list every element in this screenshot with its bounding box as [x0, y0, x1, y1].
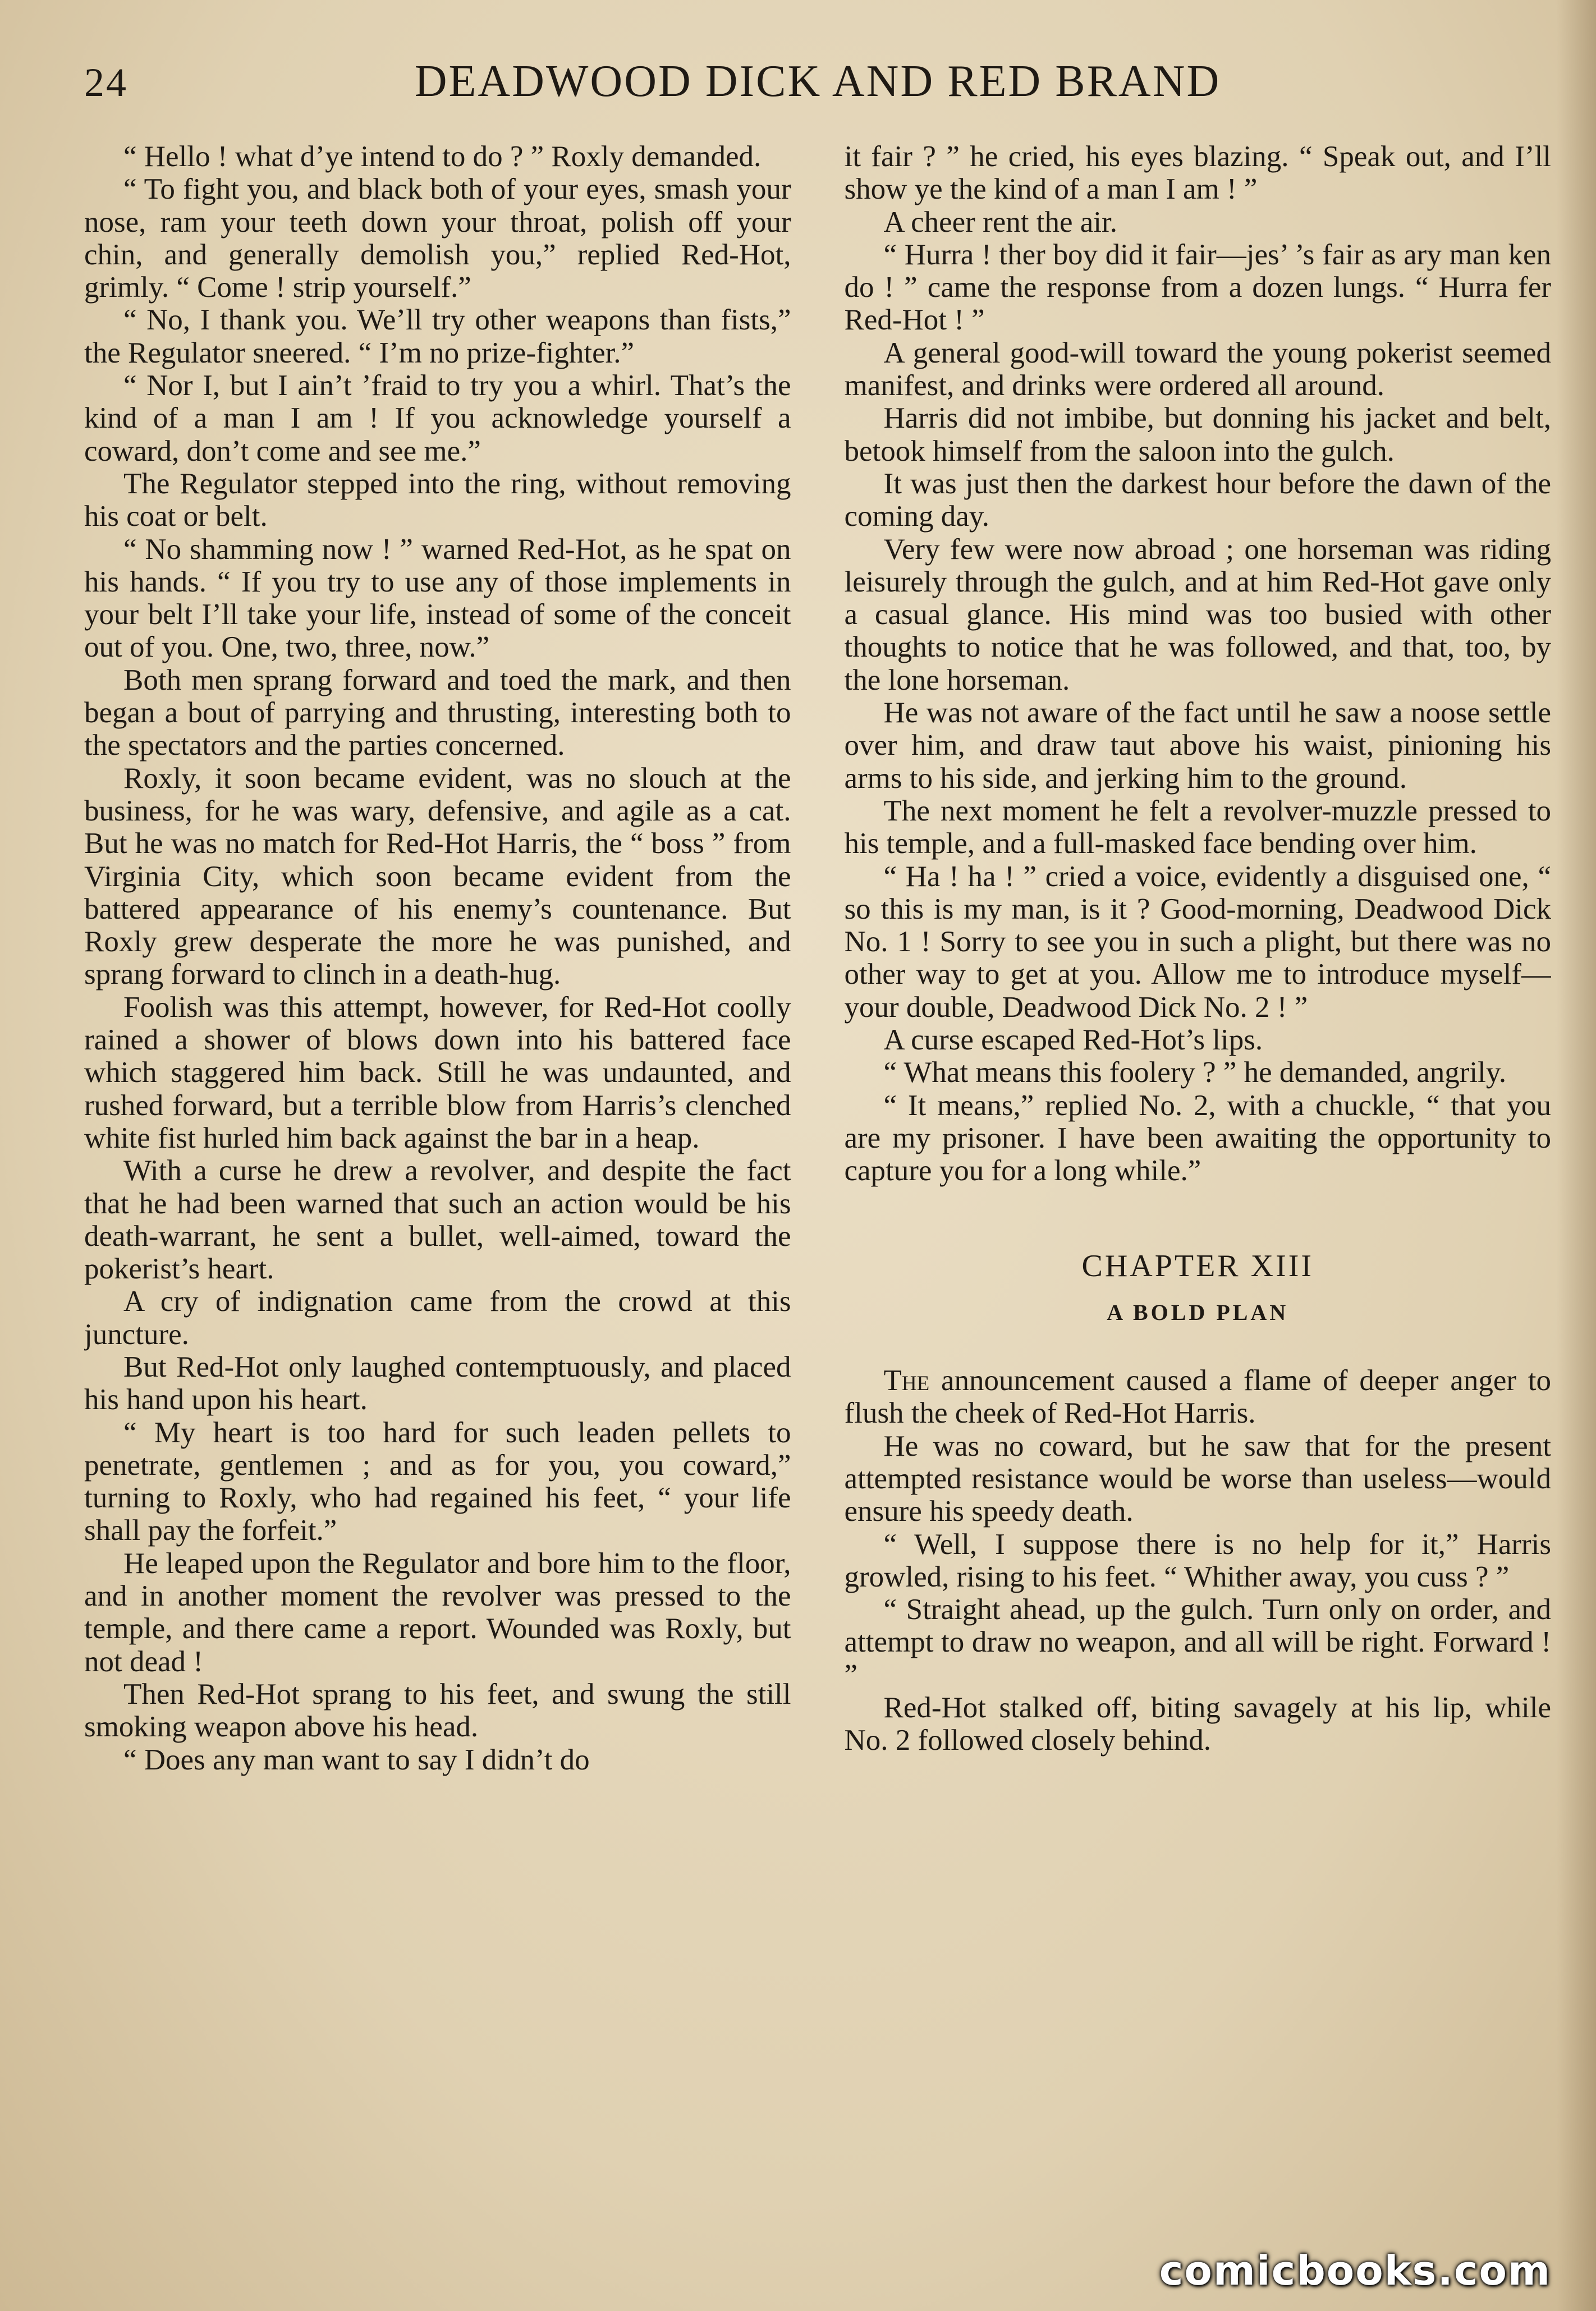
paragraph: “ No, I thank you. We’ll try other weapons than fists,” the Regulator sneered. “ I’m no prize-fighter.”	[84, 304, 791, 369]
paragraph: A cheer rent the air.	[883, 205, 1117, 239]
paragraph: Roxly, it soon became evident, was no slouch at the business, for he was wary, defensive, and agile as a cat. But he was no match for Red-Hot Harris, the “ boss ” from Virginia City, which soon became evident from the battered appearance of his enemy’s countenance. But Roxly grew desperate the more he was punished, and sprang forward to clinch in a death-hug.	[84, 762, 791, 991]
watermark-logo: comicbooks.com	[1159, 2247, 1551, 2294]
paragraph: A general good-will toward the young pokerist seemed manifest, and drinks were ordered all around.	[844, 336, 1551, 402]
right-column-before-chapter	[845, 140, 1552, 1187]
paragraph: Then Red-Hot sprang to his feet, and swung the still smoking weapon above his head.	[84, 1677, 791, 1744]
left-column	[84, 140, 791, 2250]
page-header	[84, 56, 1551, 140]
running-title: DEADWOOD DICK AND RED BRAND	[414, 57, 1221, 106]
paragraph: A curse escaped Red-Hot’s lips.	[883, 1024, 1263, 1057]
paragraph: “ Nor I, but I ain’t ’fraid to try you a whirl. That’s the kind of a man I am ! If you acknowledge yourself a coward, don’t come and see me.”	[84, 369, 791, 467]
paragraph: “ Well, I suppose there is no help for it,” Harris growled, rising to his feet. “ Whither away, you cuss ? ”	[844, 1528, 1551, 1593]
paragraph: “ It means,” replied No. 2, with a chuckle, “ that you are my prisoner. I have been awaiting the opportunity to capture you for a long while.”	[844, 1089, 1551, 1187]
right-column	[845, 140, 1552, 2250]
paragraph: “ Hello ! what d’ye intend to do ? ” Roxly demanded.	[123, 140, 762, 173]
right-column-after-chapter	[845, 1364, 1552, 1757]
paragraph: Both men sprang forward and toed the mark, and then began a bout of parrying and thrusting, interesting both to the spectators and the parties concerned.	[84, 663, 791, 762]
paragraph: Foolish was this attempt, however, for Red-Hot coolly rained a shower of blows down into his battered face which staggered him back. Still he was undaunted, and rushed forward, but a terrible blow from Harris’s clenched white fist hurled him back against the bar in a heap.	[84, 991, 791, 1154]
paragraph: He leaped upon the Regulator and bore him to the floor, and in another moment the revolver was pressed to the temple, and there came a report. Wounded was Roxly, but not dead !	[84, 1547, 791, 1678]
paragraph: “ Hurra ! ther boy did it fair—jes’ ’s fair as ary man ken do ! ” came the response from a dozen lungs. “ Hurra fer Red-Hot ! ”	[844, 238, 1551, 337]
paragraph: it fair ? ” he cried, his eyes blazing. “ Speak out, and I’ll show ye the kind of a man I am ! ”	[844, 140, 1551, 206]
paragraph: “ To fight you, and black both of your eyes, smash your nose, ram your teeth down your throat, polish off your chin, and generally demolish you,” replied Red-Hot, grimly. “ Come ! strip yourself.”	[84, 173, 791, 304]
paragraph: Red-Hot stalked off, biting savagely at his lip, while No. 2 followed closely behind.	[844, 1691, 1551, 1757]
page-number: 24	[84, 60, 128, 105]
paragraph: Very few were now abroad ; one horseman was riding leisurely through the gulch, and at him Red-Hot gave only a casual glance. His mind was too busied with other thoughts to notice that he was followed, and that, too, by the lone horseman.	[844, 533, 1551, 696]
paragraph: “ Does any man want to say I didn’t do	[123, 1743, 590, 1776]
paragraph: But Red-Hot only laughed contemptuously, and placed his hand upon his heart.	[84, 1350, 791, 1416]
paragraph: Harris did not imbibe, but donning his jacket and belt, betook himself from the saloon into the gulch.	[844, 402, 1551, 467]
page-spine-shadow	[1557, 0, 1596, 2311]
paragraph: With a curse he drew a revolver, and despite the fact that he had been warned that such an action would be his death-warrant, he sent a bullet, well-aimed, toward the pokerist’s heart.	[84, 1154, 791, 1286]
paragraph: “ Ha ! ha ! ” cried a voice, evidently a disguised one, “ so this is my man, is it ? Good-morning, Deadwood Dick No. 1 ! Sorry to see you in such a plight, but there was no other way to get at you. Allow me to introduce myself—your double, Deadwood Dick No. 2 ! ”	[844, 860, 1551, 1024]
paragraph: “ Straight ahead, up the gulch. Turn only on order, and attempt to draw no weapon, and all will be right. Forward ! ”	[844, 1593, 1551, 1691]
chapter-subtitle: A BOLD PLAN	[1107, 1300, 1289, 1326]
paragraph: He was not aware of the fact until he saw a noose settle over him, and draw taut above his waist, pinioning his arms to his side, and jerking him to the ground.	[844, 696, 1551, 795]
paragraph: The Regulator stepped into the ring, without removing his coat or belt.	[84, 467, 791, 533]
text-columns	[84, 140, 1551, 2250]
paragraph: A cry of indignation came from the crowd at this juncture.	[84, 1285, 791, 1351]
paragraph: He was no coward, but he saw that for the present attempted resistance would be worse than useless—would ensure his speedy death.	[844, 1429, 1551, 1528]
paragraph: “ My heart is too hard for such leaden pellets to penetrate, gentlemen ; and as for you, you coward,” turning to Roxly, who had regained his feet, “ your life shall pay the forfeit.”	[84, 1416, 791, 1547]
paragraph: It was just then the darkest hour before the dawn of the coming day.	[844, 467, 1551, 533]
paragraph: The next moment he felt a revolver-muzzle pressed to his temple, and a full-masked face bending over him.	[844, 794, 1551, 860]
paragraph: “ What means this foolery ? ” he demanded, angrily.	[883, 1056, 1507, 1089]
paragraph: “ No shamming now ! ” warned Red-Hot, as he spat on his hands. “ If you try to use any of those implements in your belt I’ll take your life, instead of some of the conceit out of you. One, two, three, now.”	[84, 533, 791, 664]
paragraph: The announcement caused a flame of deeper anger to flush the cheek of Red-Hot Harris.	[844, 1364, 1551, 1430]
chapter-title: CHAPTER XIII	[1081, 1248, 1314, 1283]
